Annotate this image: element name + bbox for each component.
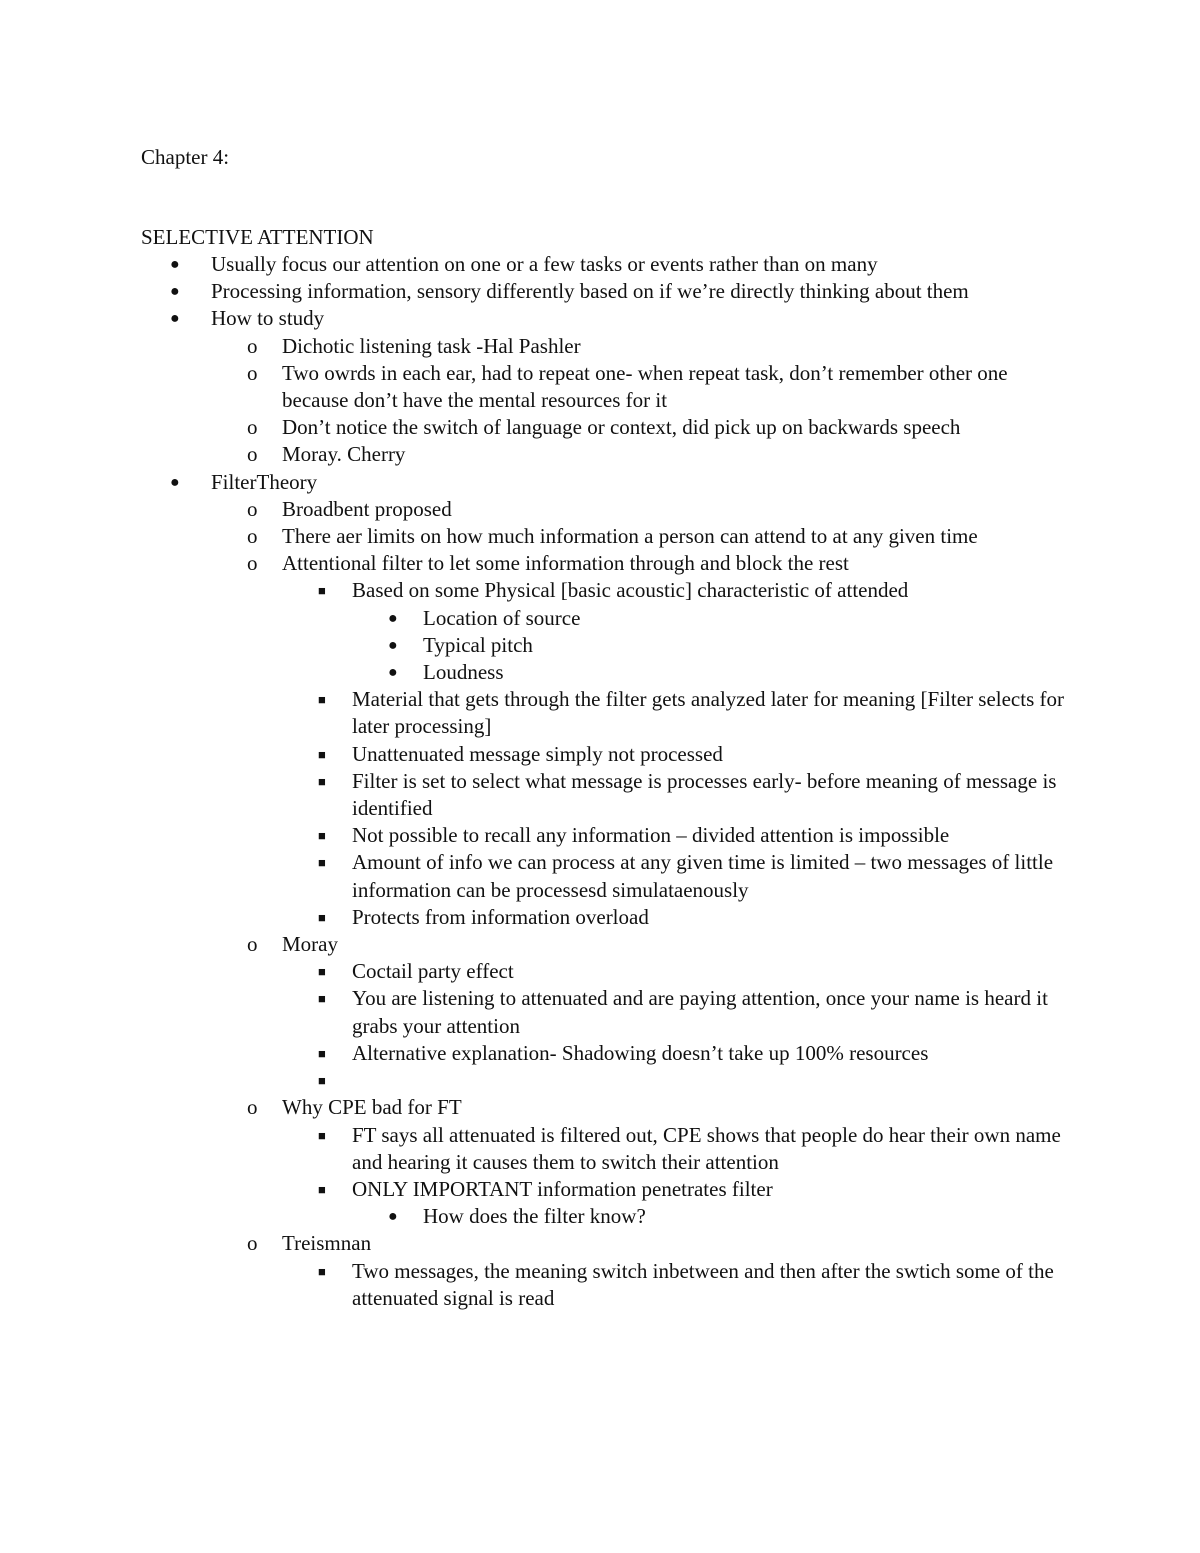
outline-item-text: Moray. Cherry [282, 442, 406, 467]
bullet-marker-icon: ■ [318, 1181, 326, 1197]
outline-item-text: Unattenuated message simply not processed [352, 741, 723, 766]
bullet-marker-icon: ● [388, 636, 398, 654]
outline-item-text: Typical pitch [423, 632, 533, 657]
outline-item-text: Two messages, the meaning switch inbetween and then after the swtich some of the attenuated signal is read [352, 1258, 1054, 1310]
outline-item-text: Moray [282, 932, 338, 957]
outline-item-text: Material that gets through the filter gets analyzed later for meaning [Filter selects for later processing] [352, 687, 1064, 739]
bullet-marker-icon: ■ [318, 1127, 326, 1143]
outline-item-text: Treismnan [282, 1231, 372, 1256]
outline-item-level-3 [0, 768, 1200, 822]
outline-item-text: Usually focus our attention on one or a few tasks or events rather than on many [211, 252, 878, 276]
bullet-marker-icon: o [247, 360, 258, 385]
bullet-marker-icon: o [247, 496, 258, 521]
bullet-marker-icon: ● [388, 609, 398, 627]
outline-item-text: Broadbent proposed [282, 496, 452, 521]
bullet-marker-icon: ■ [318, 1073, 326, 1089]
bullet-marker-icon: ■ [318, 909, 326, 925]
outline-item-level-3 [0, 849, 1200, 903]
bullet-marker-icon: ■ [318, 1263, 326, 1279]
bullet-marker-icon: ● [170, 310, 180, 328]
outline-item-level-2 [0, 523, 1200, 550]
bullet-marker-icon: o [247, 551, 258, 576]
outline-item-text: Amount of info we can process at any given time is limited – two messages of little information can be processesd simulataenously [352, 850, 1054, 902]
bullet-marker-icon: o [247, 415, 258, 440]
outline-item-level-2 [0, 414, 1200, 441]
outline-item-level-1 [0, 251, 1200, 278]
outline-item-level-3 [0, 1176, 1200, 1203]
outline-item-text: Based on some Physical [basic acoustic] characteristic of attended [352, 578, 909, 603]
outline-item-text: Protects from information overload [352, 904, 649, 929]
bullet-marker-icon: o [247, 932, 258, 957]
bullet-marker-icon: o [247, 1095, 258, 1120]
outline-item-level-2 [0, 333, 1200, 360]
outline-item-text: There aer limits on how much information a person can attend to at any given time [282, 524, 978, 549]
outline-item-level-1 [0, 469, 1200, 496]
outline-item-text: Coctail party effect [352, 959, 514, 984]
outline-item-text: Two owrds in each ear, had to repeat one- when repeat task, don’t remember other one because don’t have the mental resources for it [282, 360, 1008, 413]
outline-item-level-4 [0, 605, 1200, 632]
outline-item-text: Not possible to recall any information – divided attention is impossible [352, 823, 950, 848]
outline-item-level-2 [0, 550, 1200, 577]
bullet-marker-icon: ■ [318, 855, 326, 871]
section-heading: SELECTIVE ATTENTION [141, 225, 374, 249]
outline-item-text: Loudness [423, 660, 504, 685]
outline-item-level-2 [0, 931, 1200, 958]
outline-item-level-3 [0, 686, 1200, 740]
bullet-marker-icon: ■ [318, 1045, 326, 1061]
outline-item-level-3 [0, 1258, 1200, 1312]
bullet-marker-icon: o [247, 333, 258, 358]
outline-item-text: Don’t notice the switch of language or context, did pick up on backwards speech [282, 415, 961, 440]
bullet-marker-icon: ■ [318, 773, 326, 789]
outline-item-level-2 [0, 441, 1200, 468]
outline-item-level-3 [0, 958, 1200, 985]
outline-item-text: Location of source [423, 605, 581, 630]
outline-item-text: Why CPE bad for FT [282, 1095, 462, 1120]
outline-item-level-4 [0, 659, 1200, 686]
outline-item-text: Filter is set to select what message is processes early- before meaning of message is identified [352, 768, 1057, 821]
outline-item-text: FilterTheory [211, 469, 318, 494]
outline-item-text: How does the filter know? [423, 1204, 646, 1229]
bullet-marker-icon: ■ [318, 692, 326, 708]
bullet-marker-icon: ■ [318, 991, 326, 1007]
outline-item-level-4 [0, 632, 1200, 659]
outline-item-level-1 [0, 278, 1200, 305]
outline-item-level-4 [0, 1203, 1200, 1230]
outline-item-text: Alternative explanation- Shadowing doesn’t take up 100% resources [352, 1040, 929, 1065]
outline-item-level-2 [0, 496, 1200, 523]
outline-item-level-3 [0, 904, 1200, 931]
outline-item-level-3 [0, 822, 1200, 849]
outline-list [0, 251, 1200, 1312]
outline-item-level-3 [0, 1040, 1200, 1067]
bullet-marker-icon: ● [170, 283, 180, 301]
outline-item-text: ONLY IMPORTANT information penetrates filter [352, 1176, 773, 1201]
outline-item-text [352, 1067, 1070, 1094]
outline-item-text: Processing information, sensory differently based on if we’re directly thinking about them [211, 279, 969, 304]
outline-item-level-3 [0, 577, 1200, 604]
outline-item-level-2 [0, 360, 1200, 414]
bullet-marker-icon: ■ [318, 828, 326, 844]
outline-item-level-3 [0, 741, 1200, 768]
outline-item-text: You are listening to attenuated and are paying attention, once your name is heard it grabs your attention [352, 986, 1048, 1038]
outline-item-level-1 [0, 305, 1200, 332]
outline-item-text: Dichotic listening task -Hal Pashler [282, 333, 581, 358]
bullet-marker-icon: ● [170, 473, 180, 491]
outline-item-level-2 [0, 1094, 1200, 1121]
bullet-marker-icon: ● [170, 256, 180, 273]
outline-item-text: Attentional filter to let some information through and block the rest [282, 551, 849, 576]
bullet-marker-icon: o [247, 1231, 258, 1256]
outline-item-level-2 [0, 1230, 1200, 1257]
outline-item-text: How to study [211, 306, 325, 331]
bullet-marker-icon: o [247, 524, 258, 549]
bullet-marker-icon: ● [388, 1208, 398, 1226]
outline-item-level-3 [0, 1067, 1200, 1094]
outline-item-text: FT says all attenuated is filtered out, CPE shows that people do hear their own name and hearing it causes them to switch their attention [352, 1122, 1061, 1174]
bullet-marker-icon: ■ [318, 746, 326, 762]
chapter-title: Chapter 4: [141, 145, 230, 169]
bullet-marker-icon: ■ [318, 964, 326, 980]
outline-item-level-3 [0, 1122, 1200, 1176]
bullet-marker-icon: ● [388, 664, 398, 682]
outline-item-level-3 [0, 985, 1200, 1039]
bullet-marker-icon: o [247, 442, 258, 467]
bullet-marker-icon: ■ [318, 583, 326, 599]
